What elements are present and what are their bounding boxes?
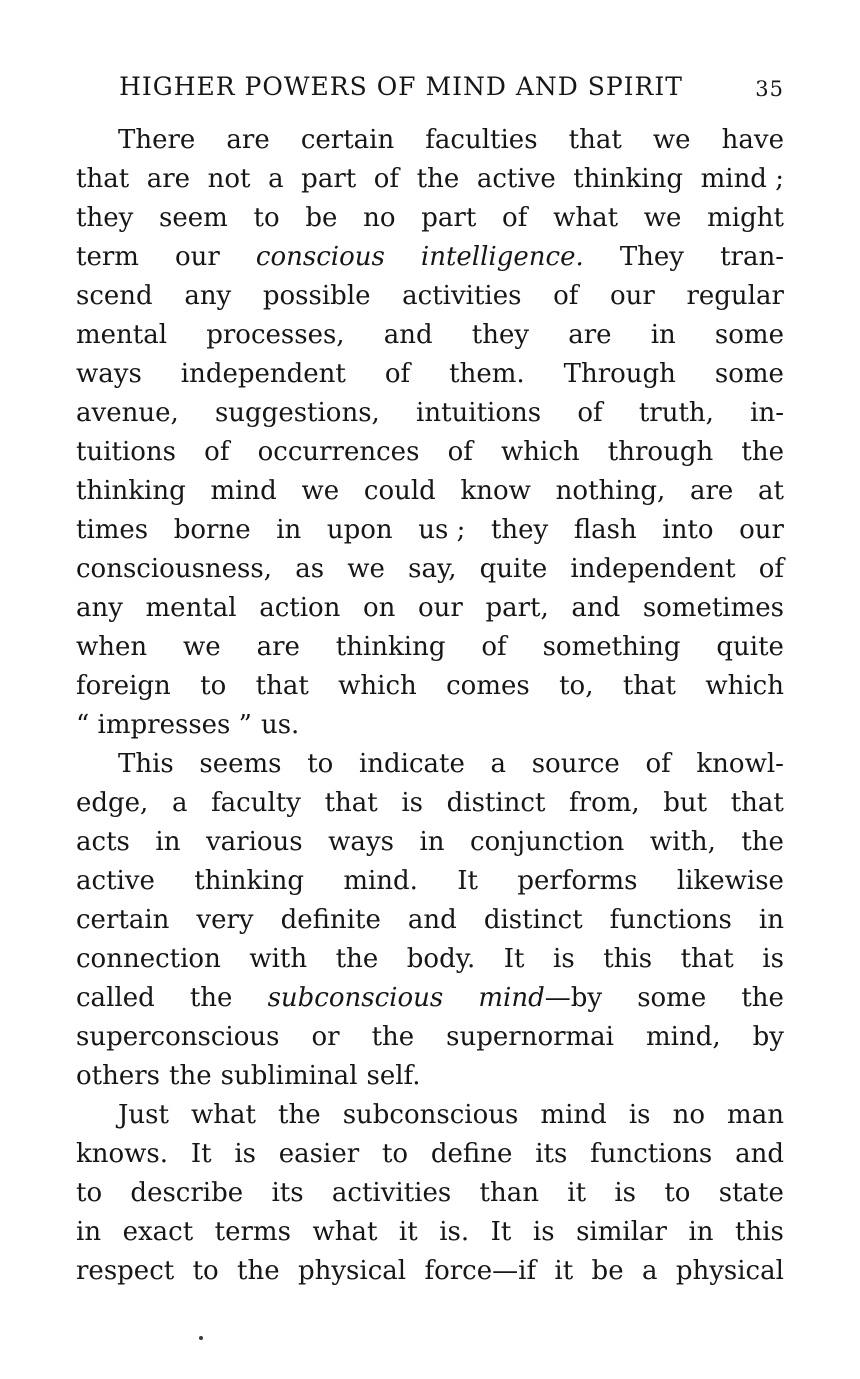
word: we bbox=[301, 476, 340, 506]
word: our bbox=[175, 242, 220, 272]
word: is. bbox=[439, 1217, 470, 1247]
word: our bbox=[739, 515, 784, 545]
word: distinct bbox=[446, 788, 546, 818]
word: some bbox=[714, 359, 784, 389]
word: not bbox=[207, 164, 251, 194]
word: them. bbox=[449, 359, 525, 389]
word: no bbox=[672, 1100, 705, 1130]
word: the bbox=[741, 437, 784, 467]
word: “ impresses ” bbox=[76, 710, 252, 740]
word: It bbox=[190, 1139, 212, 1169]
word: describe bbox=[130, 1178, 244, 1208]
word: is bbox=[762, 944, 784, 974]
page-text bbox=[76, 121, 784, 1291]
word: likewise bbox=[676, 866, 784, 896]
word: mind ; bbox=[700, 164, 784, 194]
word: which bbox=[705, 671, 784, 701]
word: with, bbox=[649, 827, 716, 857]
word: of bbox=[384, 359, 411, 389]
header-title: HIGHER POWERS OF MIND AND SPIRIT bbox=[119, 72, 683, 101]
word: its bbox=[535, 1139, 568, 1169]
word: supernormai bbox=[446, 1022, 615, 1052]
word: activities bbox=[331, 1178, 452, 1208]
word: and bbox=[407, 905, 457, 935]
word: some bbox=[714, 320, 784, 350]
word: borne bbox=[173, 515, 251, 545]
word: a bbox=[490, 749, 507, 779]
word: to bbox=[192, 1256, 219, 1286]
word: a bbox=[171, 788, 188, 818]
text-line bbox=[76, 277, 784, 316]
text-line bbox=[76, 901, 784, 940]
word: this bbox=[735, 1217, 784, 1247]
word: distinct bbox=[483, 905, 583, 935]
word: It bbox=[490, 1217, 512, 1247]
word: could bbox=[363, 476, 436, 506]
word: which bbox=[338, 671, 417, 701]
word: action bbox=[259, 593, 341, 623]
word: but bbox=[663, 788, 708, 818]
word: in- bbox=[750, 398, 784, 428]
word: is bbox=[628, 1100, 651, 1130]
word: be bbox=[305, 203, 338, 233]
word: of bbox=[373, 164, 400, 194]
word: the bbox=[278, 1100, 321, 1130]
word: to bbox=[381, 1139, 409, 1169]
word: thinking bbox=[573, 164, 684, 194]
word: subconscious bbox=[342, 1100, 519, 1130]
word: independent bbox=[570, 554, 736, 584]
word: our bbox=[418, 593, 463, 623]
word: us ; bbox=[418, 515, 466, 545]
word: this bbox=[603, 944, 653, 974]
word: the bbox=[189, 983, 233, 1013]
word: in bbox=[76, 1217, 102, 1247]
word: similar bbox=[576, 1217, 667, 1247]
word: indicate bbox=[358, 749, 465, 779]
word: thinking bbox=[194, 866, 304, 896]
word: physical bbox=[297, 1256, 407, 1286]
word: to bbox=[200, 671, 227, 701]
word: faculties bbox=[425, 125, 538, 155]
word: the bbox=[741, 983, 784, 1013]
word: possible bbox=[262, 281, 371, 311]
word: they bbox=[76, 203, 134, 233]
text-line bbox=[76, 199, 784, 238]
word: mind bbox=[210, 476, 277, 506]
word: faculty bbox=[211, 788, 301, 818]
word: easier bbox=[278, 1139, 360, 1169]
word: suggestions, bbox=[214, 398, 380, 428]
word: comes bbox=[446, 671, 530, 701]
word: by bbox=[752, 1022, 784, 1052]
word: of bbox=[204, 437, 230, 467]
word: to, bbox=[559, 671, 594, 701]
text-line bbox=[76, 1135, 784, 1174]
word: into bbox=[662, 515, 714, 545]
word: they bbox=[490, 515, 549, 545]
word: we bbox=[183, 632, 221, 662]
word: seems bbox=[199, 749, 282, 779]
word: that bbox=[568, 125, 622, 155]
word: the bbox=[237, 1256, 280, 1286]
word: Through bbox=[563, 359, 676, 389]
word: regular bbox=[686, 281, 784, 311]
text-line bbox=[76, 1018, 784, 1057]
word: self. bbox=[366, 1061, 421, 1091]
word: performs bbox=[517, 866, 638, 896]
word: in bbox=[650, 320, 676, 350]
text-line bbox=[76, 472, 784, 511]
word: scend bbox=[76, 281, 153, 311]
word: and bbox=[735, 1139, 784, 1169]
word: Just bbox=[118, 1100, 169, 1130]
word: our bbox=[610, 281, 655, 311]
text-line bbox=[76, 1213, 784, 1252]
word: is bbox=[614, 1178, 637, 1208]
word: definite bbox=[280, 905, 381, 935]
word: body. bbox=[406, 944, 476, 974]
word: know bbox=[460, 476, 531, 506]
word: exact bbox=[122, 1217, 194, 1247]
word: is bbox=[532, 1217, 555, 1247]
word: the bbox=[169, 1061, 212, 1091]
word: be bbox=[591, 1256, 624, 1286]
text-line bbox=[76, 628, 784, 667]
paragraph bbox=[76, 745, 784, 1096]
word: the bbox=[416, 164, 460, 194]
word: and bbox=[571, 593, 621, 623]
text-line bbox=[76, 433, 784, 472]
word: foreign bbox=[76, 671, 171, 701]
word: of bbox=[447, 437, 473, 467]
word: some bbox=[637, 983, 707, 1013]
word: active bbox=[76, 866, 155, 896]
scan-speck bbox=[199, 1336, 203, 1340]
word: edge, bbox=[76, 788, 149, 818]
word: it bbox=[567, 1178, 587, 1208]
word: upon bbox=[326, 515, 393, 545]
word: as bbox=[295, 554, 325, 584]
word: They bbox=[619, 242, 684, 272]
word: any bbox=[76, 593, 123, 623]
word: are bbox=[256, 632, 300, 662]
word: It bbox=[457, 866, 478, 896]
word: avenue, bbox=[76, 398, 179, 428]
word: conjunction bbox=[470, 827, 625, 857]
word: functions bbox=[609, 905, 732, 935]
word: from, bbox=[569, 788, 640, 818]
word: source bbox=[531, 749, 620, 779]
text-line bbox=[76, 1057, 784, 1096]
word: seem bbox=[159, 203, 228, 233]
word: of bbox=[758, 554, 784, 584]
word: ways bbox=[328, 827, 394, 857]
page-number: 35 bbox=[755, 77, 784, 101]
text-line bbox=[76, 823, 784, 862]
word: us. bbox=[260, 710, 300, 740]
word: There bbox=[118, 125, 196, 155]
word: mental bbox=[145, 593, 237, 623]
word: are bbox=[146, 164, 191, 194]
word: processes, bbox=[206, 320, 345, 350]
word: part bbox=[421, 203, 477, 233]
word: in bbox=[276, 515, 302, 545]
word: it bbox=[398, 1217, 418, 1247]
word: mind bbox=[540, 1100, 607, 1130]
word: term bbox=[76, 242, 139, 272]
word: that bbox=[255, 671, 309, 701]
word: independent bbox=[180, 359, 346, 389]
word: various bbox=[205, 827, 303, 857]
word: to bbox=[307, 749, 334, 779]
word: of bbox=[481, 632, 507, 662]
word: that bbox=[76, 164, 130, 194]
word: functions bbox=[590, 1139, 713, 1169]
word: are bbox=[226, 125, 270, 155]
word: might bbox=[707, 203, 784, 233]
word: the bbox=[741, 827, 784, 857]
word: say, bbox=[408, 554, 457, 584]
word: of bbox=[553, 281, 579, 311]
word: no bbox=[363, 203, 396, 233]
word: very bbox=[196, 905, 254, 935]
word: is bbox=[401, 788, 423, 818]
word: intelligence. bbox=[420, 242, 584, 272]
word: This bbox=[118, 749, 174, 779]
word: something bbox=[542, 632, 681, 662]
word: is bbox=[234, 1139, 256, 1169]
word: respect bbox=[76, 1256, 175, 1286]
word: tuitions bbox=[76, 437, 177, 467]
word: on bbox=[363, 593, 396, 623]
paragraph bbox=[76, 1096, 784, 1291]
word: a bbox=[641, 1256, 658, 1286]
text-line bbox=[76, 667, 784, 706]
text-line bbox=[76, 1252, 784, 1291]
text-line bbox=[76, 355, 784, 394]
word: quite bbox=[716, 632, 784, 662]
word: truth, bbox=[638, 398, 714, 428]
word: part, bbox=[485, 593, 549, 623]
word: activities bbox=[402, 281, 522, 311]
word: a bbox=[268, 164, 284, 194]
word: they bbox=[471, 320, 530, 350]
word: superconscious bbox=[76, 1022, 280, 1052]
paragraph bbox=[76, 121, 784, 745]
text-line bbox=[76, 1174, 784, 1213]
word: physical bbox=[675, 1256, 784, 1286]
word: of bbox=[577, 398, 603, 428]
word: sometimes bbox=[642, 593, 784, 623]
word: terms bbox=[214, 1217, 291, 1247]
word: that bbox=[680, 944, 734, 974]
word: knowl- bbox=[696, 749, 784, 779]
word: to bbox=[76, 1178, 103, 1208]
text-line bbox=[76, 550, 784, 589]
word: than bbox=[479, 1178, 539, 1208]
word: any bbox=[184, 281, 232, 311]
word: when bbox=[76, 632, 148, 662]
word: is bbox=[553, 944, 575, 974]
word: ways bbox=[76, 359, 142, 389]
word: what bbox=[191, 1100, 256, 1130]
word: or bbox=[311, 1022, 340, 1052]
word: thinking bbox=[335, 632, 446, 662]
text-line bbox=[76, 160, 784, 199]
text-line bbox=[76, 589, 784, 628]
text-line bbox=[76, 784, 784, 823]
word: we bbox=[643, 203, 682, 233]
word: what bbox=[553, 203, 619, 233]
text-line bbox=[76, 979, 784, 1018]
word: have bbox=[721, 125, 784, 155]
word: are bbox=[689, 476, 734, 506]
word: in bbox=[688, 1217, 714, 1247]
word: times bbox=[76, 515, 149, 545]
word: we bbox=[652, 125, 691, 155]
text-line bbox=[76, 940, 784, 979]
word: mind. bbox=[343, 866, 418, 896]
word: knows. bbox=[76, 1139, 169, 1169]
text-line bbox=[76, 1096, 784, 1135]
word: that bbox=[622, 671, 676, 701]
word: part bbox=[301, 164, 357, 194]
word: connection bbox=[76, 944, 221, 974]
word: flash bbox=[573, 515, 637, 545]
word: thinking bbox=[76, 476, 186, 506]
word: in bbox=[758, 905, 784, 935]
word: man bbox=[727, 1100, 784, 1130]
word: that bbox=[324, 788, 378, 818]
text-line bbox=[76, 316, 784, 355]
word: mind—by bbox=[478, 983, 603, 1013]
word: of bbox=[645, 749, 671, 779]
word: certain bbox=[76, 905, 170, 935]
word: intuitions bbox=[416, 398, 542, 428]
word: through bbox=[607, 437, 714, 467]
text-line bbox=[76, 238, 784, 277]
word: conscious bbox=[255, 242, 385, 272]
word: in bbox=[419, 827, 445, 857]
word: subconscious bbox=[267, 983, 444, 1013]
word: active bbox=[476, 164, 556, 194]
word: acts bbox=[76, 827, 130, 857]
word: the bbox=[335, 944, 379, 974]
word: which bbox=[501, 437, 580, 467]
word: occurrences bbox=[257, 437, 420, 467]
word: to bbox=[664, 1178, 691, 1208]
word: to bbox=[253, 203, 280, 233]
word: at bbox=[758, 476, 784, 506]
text-line bbox=[76, 121, 784, 160]
word: the bbox=[371, 1022, 415, 1052]
word: consciousness, bbox=[76, 554, 273, 584]
text-line bbox=[76, 511, 784, 550]
word: it bbox=[554, 1256, 574, 1286]
word: in bbox=[155, 827, 181, 857]
word: mental bbox=[76, 320, 168, 350]
text-line bbox=[76, 862, 784, 901]
word: its bbox=[271, 1178, 304, 1208]
word: mind, bbox=[646, 1022, 721, 1052]
running-header bbox=[76, 70, 784, 104]
word: of bbox=[502, 203, 528, 233]
word: called bbox=[76, 983, 155, 1013]
word: subliminal bbox=[220, 1061, 358, 1091]
text-line bbox=[76, 745, 784, 784]
word: certain bbox=[300, 125, 395, 155]
word: state bbox=[718, 1178, 784, 1208]
word: quite bbox=[479, 554, 548, 584]
word: we bbox=[347, 554, 385, 584]
word: others bbox=[76, 1061, 161, 1091]
word: force—if bbox=[424, 1256, 537, 1286]
word: It bbox=[503, 944, 525, 974]
word: nothing, bbox=[555, 476, 666, 506]
word: and bbox=[383, 320, 433, 350]
word: tran- bbox=[720, 242, 784, 272]
word: with bbox=[249, 944, 308, 974]
text-line bbox=[76, 394, 784, 433]
text-line bbox=[76, 706, 784, 745]
word: that bbox=[730, 788, 784, 818]
word: what bbox=[312, 1217, 378, 1247]
word: define bbox=[430, 1139, 513, 1169]
word: are bbox=[568, 320, 612, 350]
